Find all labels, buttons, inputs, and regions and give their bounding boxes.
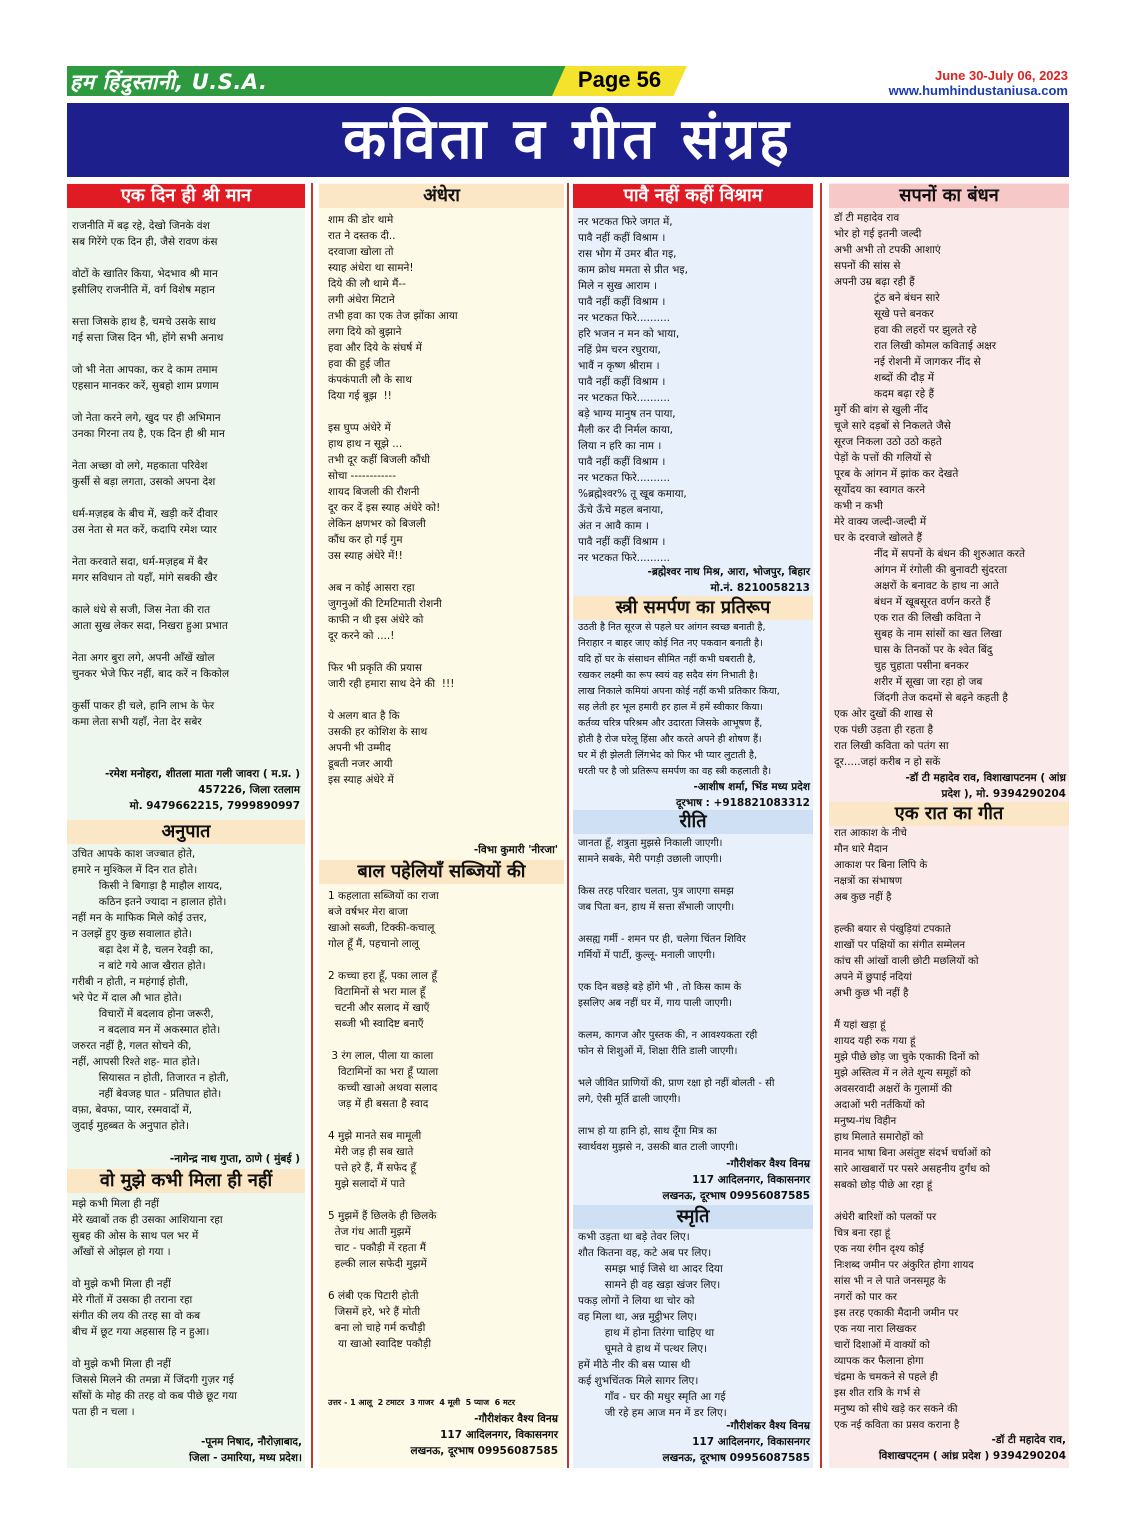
column-divider bbox=[820, 183, 822, 1468]
poem-author: -गौरीशंकर वैश्य विनम्र 117 आदिलनगर, विकासनगर लखनऊ, दूरभाष 09956087585 bbox=[410, 1413, 558, 1457]
poem-body: रात आकाश के नीचे मौन धारे मैदान आकाश पर बिना लिपि के नक्षत्रों का संभाषण अब कुछ नहीं है हल्की बयार से पंखुड़ियां टपकाते शाखों पर पक्षियों का संगीत सम्मेलन कांच सी आंखों वाली छोटी मछलियों को अपने में छुपाई नदियां अभी कुछ भी नहीं है मैं यहां खड़ा हूं शायद यही रुक गया हूं मुझे पीछे छोड़ जा चुके एकाकी दिनों को मुझे अस्तित्व में न लेते शून्य समूहों को अवसरवादी अक्षरों के गुलामों की अदाओं भरी नर्तकियों को मनुष्य-गंध विहीन हाथ मिलाते समारोहों को मानव भाषा बिना असंतुष्ट संदर्भ चर्चाओं को सारे आखबारों पर पसरे असहनीय दुर्गंध को सबको छोड़ पीछे आ रहा हूं अंधेरी बारिशों को पलकों पर चित्र बना रहा हूं एक नया रंगीन दृश्य कोई निःशब्द जमीन पर अंकुरित होगा शायद सांस भी न ले पाते जनसमूह के नगरों को पार कर इस तरह एकाकी मैदानी जमीन पर एक नया नारा लिखकर चारों दिशाओं में वाक्यों को व्यापक कर फैलाना होगा चंद्रमा के चमकने से पहले ही इस शीत रात्रि के गर्भ से मनुष्य को सीधे खड़े कर सकने की एक नई कविता का प्रसव कराना है bbox=[834, 828, 991, 1431]
poem-author: -डॉ टी महादेव राव, विशाखापटनम ( आंध्र प्रदेश ), मो. 9394290204 bbox=[905, 772, 1066, 800]
poem-title: वो मुझे कभी मिला ही नहीं bbox=[67, 1169, 305, 1193]
column-divider bbox=[567, 183, 569, 1468]
poem-author: -विभा कुमारी 'नीरजा' bbox=[473, 844, 558, 856]
poem-body: मझे कभी मिला ही नहीं मेरे ख्वाबों तक ही उसका आशियाना रहा सुबह की ओस के साथ पल भर में आँखों से ओझल हो गया । वो मुझे कभी मिला ही नहीं मेरे गीतों में उसका ही तराना रहा संगीत की लय की तरह सा वो कब बीच में छूट गया अहसास हि न हुआ। वो मुझे कभी मिला ही नहीं जिससे मिलने की तमन्ना में जिंदगी गुज़र गई साँसों के मोह की तरह वो कब पीछे छूट गया पता ही न चला । bbox=[72, 1198, 237, 1418]
poem-body: कभी उड़ता था बड़े तेवर लिए। शौत कितना वह, कटे अब पर लिए। समझ भाई जिसे था आदर दिया सामने ही वह खड़ा खंजर लिए। पकड़ लोगों ने लिया था चोर को वह मिला था, अन्न मुट्ठीभर लिए। हाथ में होना तिरंगा चाहिए था घूमते वे हाथ में पत्थर लिए। हमें मीठे नीर की बस प्यास थी कई शुभचिंतक मिले सागर लिए। गाँव - घर की मधुर स्मृति आ गई जी रहे हम आज मन में डर लिए। bbox=[578, 1231, 727, 1419]
poem-title: एक रात का गीत bbox=[829, 802, 1069, 826]
poem-body: उचित आपके काश जज्बात होते, हमारे न मुश्किल में दिन रात होते। किसी ने बिगाड़ा है माहौल शायद, कठिन इतने ज्यादा न हालात होते। नहीं मन के माफिक मिले कोई उत्तर, न उलझें हुए कुछ सवालात होते। बढ़ा देश में है, चलन रेवड़ी का, न बांटे गये आज खैरात होते। गरीबी न होती, न महंगाई होती, भरे पेट में दाल औ भात होते। विचारों में बदलाव होना जरूरी, न बदलाव मन में अकस्मात होते। जरुरत नहीं है, गलत सोचने की, नहीं, आपसी रिश्ते शह- मात होते। सियासत न होती, तिजारत न होती, नहीं बेवजह घात - प्रतिघात होते। वफ़ा, बेवफा, प्यार, रस्मवादों में, जुदाई मुहब्बत के अनुपात होते। bbox=[72, 848, 229, 1132]
poem-title: स्मृति bbox=[573, 1205, 813, 1229]
poem-author: -आशीष शर्मा, भिंड मध्य प्रदेश दूरभाष : +918821083312 bbox=[675, 781, 810, 809]
poem-author: -रमेश मनोहरा, शीतला माता गली जावरा ( म.प्र. ) 457226, जिला रतलाम मो. 9479662215, 7999890997 bbox=[104, 768, 300, 812]
poem-title: अंधेरा bbox=[319, 184, 564, 208]
poem-author: -नागेन्द्र नाथ गुप्ता, ठाणे ( मुंबई ) bbox=[169, 1153, 300, 1165]
poem-title: एक दिन ही श्री मान bbox=[67, 184, 305, 208]
poem-title: अनुपात bbox=[67, 820, 305, 844]
brand-name: हम हिंदुस्तानी, U.S.A. bbox=[70, 70, 268, 94]
poem-body: शाम की डोर थामे रात ने दस्तक दी.. दरवाजा खोला तो स्याह अंधेरा था सामने! दिये की लौ थामे मैं-- लगी अंधेरा मिटाने तभी हवा का एक तेज झोंका आया लगा दिये को बुझाने हवा और दिये के संघर्ष में हवा की हुई जीत कंपकंपाती लौ के साथ दिया गई बूझ !! इस घुप्प अंधेरे में हाथ हाथ न सूझे ... तभी दूर कहीं बिजली कौंधी सोचा ------------ शायद बिजली की रौशनी दूर कर दें इस स्याह अंधेरे को! लेकिन क्षणभर को बिजली कौंध कर हो गई गुम उस स्याह अंधेरे में!! अब न कोई आसरा रहा जुगनुओं की टिमटिमाती रोशनी काफी न थी इस अंधेरे को दूर करने को ....! फिर भी प्रकृति की प्रयास जारी रही हमारा साथ देने की !!! ये अलग बात है कि उसकी हर कोशिश के साथ अपनी भी उम्मीद डूबती नजर आयी इस स्याह अंधेरे में bbox=[328, 214, 458, 786]
column-divider bbox=[311, 183, 313, 1468]
poem-body: उठती है नित सूरज से पहले घर आंगन स्वच्छ बनाती है, निराहार न बाहर जाए कोई नित नए पकवान बनाती है। यदि हों घर के संसाधन सीमित नहीं कभी घबराती है, रखकर लक्ष्मी का रूप स्वयं वह सदैव संग निभाती है। लाख निकाले कमियां अपना कोई नहीं कभी प्रतिकार किया, सह लेती हर भूल हमारी हर हाल में हमें स्वीकार किया। कर्तव्य चरित्र परिश्रम और उदारता जिसके आभूषण हैं, होती है रोज घरेलू हिंसा और करते अपने ही शोषण हैं। घर में ही झेलती लिंगभेद को फिर भी प्यार लुटाती है, धरती पर है जो प्रतिरूप समर्पण का वह स्त्री कहलाती है। bbox=[578, 622, 780, 777]
poem-body: 1 कहलाता सब्जियों का राजा बजे वर्षभर मेरा बाजा खाओ सब्जी, टिक्की-कचालू गोल हूँ मैं, पहचानो लालू 2 कच्चा हरा हूँ, पका लाल हूँ विटामिनों से भरा माल हूँ चटनी और सलाद में खाएँ सब्जी भी स्वादिष्ट बनाएँ 3 रंग लाल, पीला या काला विटामिनों का भरा हूँ प्याला कच्ची खाओ अथवा सलाद जड़ में ही बसता है स्वाद 4 मुझे मानते सब मामूली मेरी जड़ ही सब खाते पत्ते हरे हैं, मैं सफेद हूँ मुझे सलादों में पाते 5 मुझमें हैं छिलके ही छिलके तेज गंध आती मुझमें चाट - पकौड़ी में रहता मैं हल्की लाल सफेदी मुझमें 6 लंबी एक पिटारी होती जिसमें हरे, भरे हैं मोती बना लो चाहे गर्म कचौड़ी या खाओ स्वादिष्ट पकौड़ी bbox=[328, 890, 439, 1350]
riddle-answers: उत्तर - 1 आलू 2 टमाटर 3 गाजर 4 मूली 5 प्याज 6 मटर bbox=[328, 1398, 516, 1407]
poem-author: -पूनम निषाद, नौरोज़ाबाद, जिला - उमारिया, मध्य प्रदेश। bbox=[189, 1436, 302, 1464]
poem-body: नर भटकत फिरे जगत में, पावै नहीं कहीं विश्राम । रास भोग में उमर बीत गइ, काम क्रोध ममता से प्रीत भइ, मिले न सुख आराम । पावै नहीं कहीं विश्राम । नर भटकत फिरे.......... हरि भजन न मन को भाया, नहिं प्रेम चरन रघुराया, भावैं न कृष्ण श्रीराम । पावै नहीं कहीं विश्राम । नर भटकत फिरे.......... बड़े भाग्य मानुष तन पाया, मैली कर दी निर्मल काया, लिया न हरि का नाम । पावै नहीं कहीं विश्राम । नर भटकत फिरे.......... %ब्रह्मेश्वर% तू खूब कमाया, ऊँचे ऊँचे महल बनाया, अंत न आवै काम । पावै नहीं कहीं विश्राम । नर भटकत फिरे.......... bbox=[578, 216, 688, 564]
poem-author: -डॉ टी महादेव राव, विशाखपट्नम ( आंध्र प्रदेश ) 9394290204 bbox=[878, 1434, 1066, 1462]
poem-author: -ब्रह्मेश्वर नाथ मिश्र, आरा, भोजपुर, बिहार मो.नं. 8210058213 bbox=[647, 566, 810, 594]
poem-title: पावै नहीं कहीं विश्राम bbox=[573, 184, 813, 208]
poem-title: सपनों का बंधन bbox=[829, 184, 1069, 208]
page-number: Page 56 bbox=[577, 67, 662, 92]
poem-body: डॉ टी महादेव राव भोर हो गई इतनी जल्दी अभी अभी तो टपकी आशाएं सपनों की सांस से अपनी उम्र बढ़ा रही हैं टूंठ बने बंधन सारे सूखे पत्ते बनकर हवा की लहरों पर झुलते रहे रात लिखी कोमल कविताई अक्षर नई रोशनी में जागकर नींद से शब्दों की दौड़ में कदम बढ़ा रहे हैं मुर्गे की बांग से खुली नींद चूजे सारे दड़बों से निकलते जैसे सूरज निकला उठो उठो कहते पेड़ों के पत्तों की गलियों से पूरब के आंगन में झांक कर देखते सूर्योदय का स्वागत करने कभी न कभी मेरे वाक्य जल्दी-जल्दी में घर के दरवाजे खोलते हैं नींद में सपनों के बंधन की शुरुआत करते आंगन में रंगोली की बुनावटी सुंदरता अक्षरों के बनावट के हाथ ना आते बंधन में खूबसूरत वर्णन करते हैं एक रात की लिखी कविता ने सुबह के नाम सांसों का खत लिखा घास के तिनकों पर के श्वेत बिंदु चुह चुहाता पसीना बनकर शरीर में सूखा जा रहा हो जब जिंदगी तेज कदमों से बढ़ने कहती है एक ओर दुखों की शाख से एक पंछी उड़ता ही रहता है रात लिखी कविता को पतंग सा दूर.....जहां करीब न हो सकें bbox=[834, 212, 1026, 768]
poem-title: रीति bbox=[573, 810, 813, 834]
website-link[interactable]: www.humhindustaniusa.com bbox=[888, 83, 1068, 98]
poem-author: -गौरीशंकर वैश्य विनम्र 117 आदिलनगर, विकासनगर लखनऊ, दूरभाष 09956087585 bbox=[662, 1158, 810, 1202]
poem-title: स्त्री समर्पण का प्रतिरूप bbox=[573, 596, 813, 620]
poem-author: -गौरीशंकर वैश्य विनम्र 117 आदिलनगर, विकासनगर लखनऊ, दूरभाष 09956087585 bbox=[662, 1420, 810, 1464]
issue-date: June 30-July 06, 2023 bbox=[935, 68, 1068, 83]
poem-title: बाल पहेलियाँ सब्जियों की bbox=[319, 860, 564, 884]
section-title: कविता व गीत संग्रह bbox=[343, 107, 793, 172]
poem-body: जानता हूँ, शत्रुता मुझसे निकाली जाएगी। सामने सबके, मेरी पगड़ी उछाली जाएगी। किस तरह परिवार चलता, पुत्र जाएगा समझ जब पिता बन, हाथ में सत्ता सँभाली जाएगी। असह्य गर्मी - शमन पर ही, चलेगा चिंतन शिविर गर्मियों में पार्टी, कुल्लू- मनाली जाएगी। एक दिन बछड़े बड़े होंगे भी , तो किस काम के इसलिए अब नहीं घर में, गाय पाली जाएगी। कलम, कागज और पुस्तक की, न आवश्यकता रही फोन से शिशुओं में, शिक्षा रीति डाली जाएगी। भले जीवित प्राणियों की, प्राण रक्षा हो नहीं बोलती - सी लगे, ऐसी मूर्ति ढाली जाएगी। लाभ हो या हानि हो, साथ दूँगा मित्र का स्वार्थवश मुझसे न, उसकी बात टाली जाएगी। bbox=[578, 838, 775, 1153]
poem-body: राजनीति में बढ़ रहे, देखो जिनके वंश सब गिरेंगे एक दिन ही, जैसे रावण कंस वोटों के खातिर किया, भेदभाव श्री मान इसीलिए राजनीति में, वर्ग विशेष महान सत्ता जिसके हाथ है, चमचे उसके साथ गई सत्ता जिस दिन भी, होंगे सभी अनाथ जो भी नेता आपका, कर दे काम तमाम एहसान मानकर करें, सुबहो शाम प्रणाम जो नेता करने लगे, खुद पर ही अभिमान उनका गिरना तय है, एक दिन ही श्री मान नेता अच्छा वो लगे, महकाता परिवेश कुर्सी से बड़ा लगता, उसको अपना देश धर्म-मज़हब के बीच में, खड़ी करें दीवार उस नेता से मत करें, कदापि रमेश प्यार नेता करवाते सदा, धर्म-मज़हब में बैर मगर सविधान तो यहाँ, मांगे सबकी खैर काले धंधे से सजी, जिस नेता की रात आता सुख लेकर सदा, निखरा हुआ प्रभात नेता अगर बुरा लगे, अपनी आँखें खोल चुनकर भेजे फिर नहीं, बाद करें न किकोल कुर्सी पाकर ही चले, हानि लाभ के फेर कमा लेता सभी यहाँ, नेता देर सबेर bbox=[72, 220, 230, 728]
